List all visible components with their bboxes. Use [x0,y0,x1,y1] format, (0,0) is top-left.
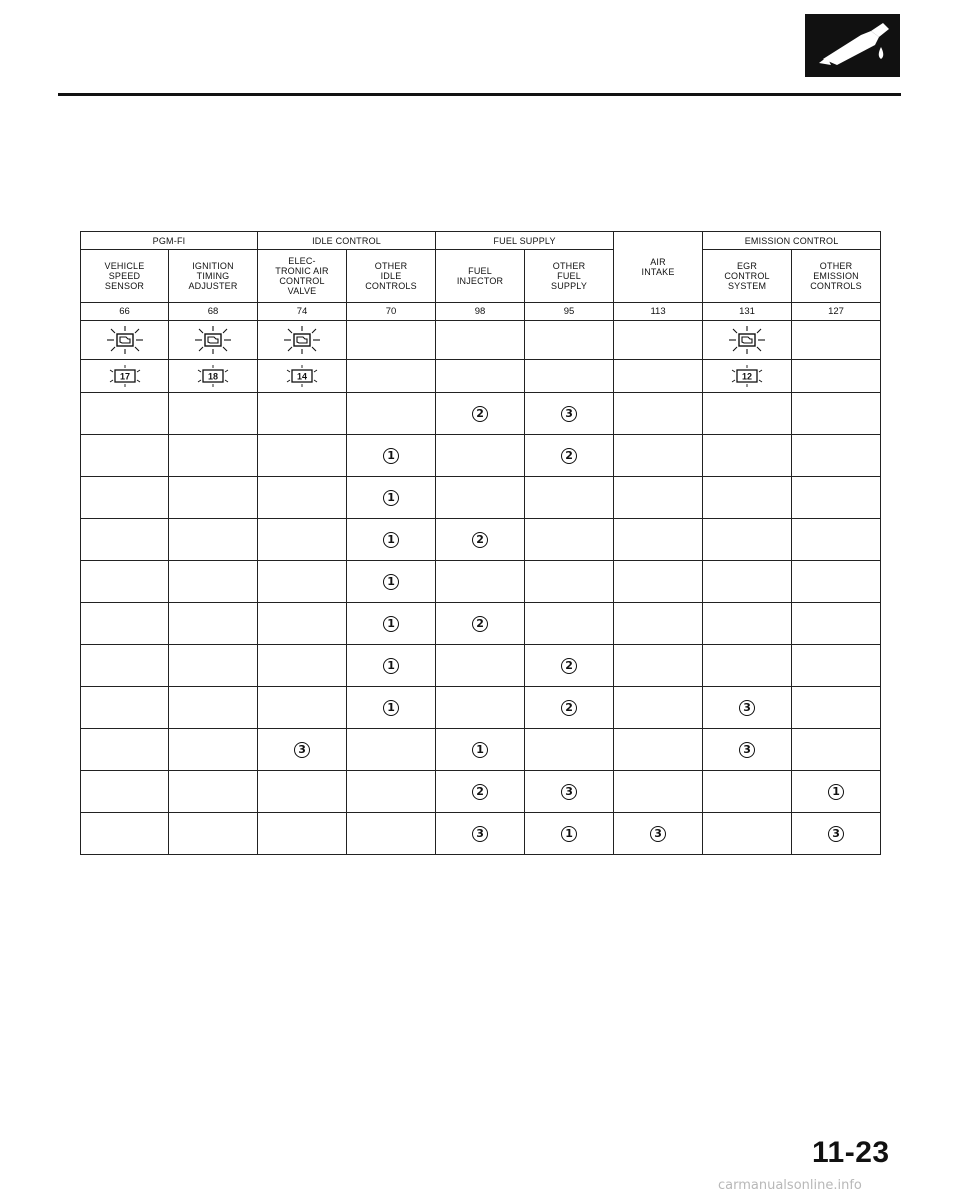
priority-number: 3 [739,700,755,716]
priority-cell [347,519,436,561]
priority-number: 1 [383,448,399,464]
priority-cell [347,561,436,603]
mil-indicator-cell [703,321,792,360]
priority-cell [614,645,703,687]
priority-cell [81,393,169,435]
priority-cell [258,687,347,729]
check-engine-icon [725,325,769,355]
priority-cell [525,519,614,561]
symptom-row [81,435,881,477]
priority-number: 2 [561,448,577,464]
priority-cell [614,687,703,729]
reference-page: 74 [258,303,347,321]
priority-cell [347,645,436,687]
priority-number: 1 [383,532,399,548]
priority-number: 1 [383,616,399,632]
symptom-row [81,687,881,729]
priority-cell [703,561,792,603]
priority-cell [436,603,525,645]
priority-cell [347,687,436,729]
priority-cell [703,477,792,519]
priority-cell [525,477,614,519]
priority-cell [436,393,525,435]
priority-cell [258,519,347,561]
symptom-row [81,393,881,435]
priority-cell [347,435,436,477]
priority-cell [614,603,703,645]
priority-cell [258,813,347,855]
priority-cell [169,729,258,771]
priority-cell [703,771,792,813]
mil-indicator-cell [525,321,614,360]
priority-number: 2 [561,700,577,716]
column-header: OTHER EMISSION CONTROLS [792,250,881,303]
column-header: VEHICLE SPEED SENSOR [81,250,169,303]
priority-cell [614,561,703,603]
priority-cell [792,645,881,687]
mil-indicator-cell [169,321,258,360]
fuel-nozzle-icon [805,14,900,77]
fault-code-number: 17 [119,371,130,382]
fault-code-cell [347,360,436,393]
priority-cell [169,477,258,519]
priority-cell [703,435,792,477]
priority-number: 3 [294,742,310,758]
priority-cell [436,477,525,519]
mil-indicator-cell [347,321,436,360]
priority-cell [703,687,792,729]
priority-cell [347,393,436,435]
watermark: carmanualsonline.info [718,1178,862,1193]
fault-code-number: 12 [742,371,753,382]
priority-number: 2 [561,658,577,674]
priority-number: 2 [472,532,488,548]
priority-number: 3 [739,742,755,758]
priority-cell [169,603,258,645]
priority-cell [436,519,525,561]
fault-code-cell [436,360,525,393]
mil-indicator-cell [614,321,703,360]
priority-cell [703,645,792,687]
priority-cell [525,771,614,813]
priority-cell [81,771,169,813]
priority-cell [792,729,881,771]
priority-cell [169,813,258,855]
fault-code-icon [727,364,767,388]
priority-cell [347,729,436,771]
priority-cell [703,393,792,435]
mil-indicator-cell [81,321,169,360]
priority-cell [436,561,525,603]
priority-cell [614,519,703,561]
check-engine-icon [280,325,324,355]
group-air-intake: AIR INTAKE [614,232,703,303]
priority-cell [169,435,258,477]
symptom-row [81,645,881,687]
troubleshooting-table [80,231,881,855]
priority-cell [792,393,881,435]
priority-number: 3 [472,826,488,842]
priority-cell [792,771,881,813]
column-header: FUEL INJECTOR [436,250,525,303]
priority-cell [169,771,258,813]
priority-number: 2 [472,616,488,632]
group-fuel-supply: FUEL SUPPLY [436,232,614,250]
page-number: 11-23 [812,1136,890,1169]
fault-code-cell [614,360,703,393]
priority-cell [436,813,525,855]
priority-number: 1 [561,826,577,842]
priority-cell [703,813,792,855]
reference-page: 127 [792,303,881,321]
priority-cell [436,435,525,477]
mil-indicator-cell [792,321,881,360]
fault-code-number: 14 [297,371,308,382]
priority-number: 1 [383,574,399,590]
priority-cell [81,813,169,855]
priority-cell [258,645,347,687]
priority-cell [436,729,525,771]
priority-cell [258,561,347,603]
reference-page: 68 [169,303,258,321]
priority-cell [525,393,614,435]
priority-number: 1 [472,742,488,758]
priority-number: 1 [383,700,399,716]
symptom-row [81,561,881,603]
symptom-row [81,477,881,519]
priority-number: 1 [383,490,399,506]
priority-number: 3 [561,406,577,422]
priority-cell [792,477,881,519]
priority-cell [169,519,258,561]
priority-cell [258,393,347,435]
priority-cell [792,603,881,645]
priority-cell [258,729,347,771]
priority-cell [169,687,258,729]
column-header: OTHER IDLE CONTROLS [347,250,436,303]
priority-cell [169,393,258,435]
fault-code-cell [258,360,347,393]
priority-cell [703,603,792,645]
priority-cell [614,393,703,435]
column-header: OTHER FUEL SUPPLY [525,250,614,303]
priority-number: 3 [650,826,666,842]
column-header: EGR CONTROL SYSTEM [703,250,792,303]
reference-page: 98 [436,303,525,321]
column-header: ELEC- TRONIC AIR CONTROL VALVE [258,250,347,303]
priority-cell [81,435,169,477]
priority-cell [258,603,347,645]
check-engine-icon [103,325,147,355]
priority-cell [614,813,703,855]
priority-number: 1 [383,658,399,674]
priority-cell [347,603,436,645]
priority-cell [614,435,703,477]
symptom-row [81,813,881,855]
symptom-row [81,519,881,561]
priority-cell [792,519,881,561]
fault-code-cell [703,360,792,393]
priority-cell [792,435,881,477]
priority-cell [792,561,881,603]
priority-cell [525,729,614,771]
fault-code-icon [105,364,145,388]
priority-cell [614,477,703,519]
priority-cell [525,561,614,603]
fault-code-cell [81,360,169,393]
priority-cell [81,561,169,603]
priority-cell [81,519,169,561]
priority-cell [81,687,169,729]
reference-page: 113 [614,303,703,321]
priority-cell [169,645,258,687]
priority-cell [436,771,525,813]
fault-code-cell [169,360,258,393]
symptom-row [81,729,881,771]
priority-cell [81,603,169,645]
priority-cell [347,771,436,813]
priority-cell [258,771,347,813]
fault-code-icon [193,364,233,388]
priority-number: 3 [561,784,577,800]
fault-code-cell [525,360,614,393]
priority-cell [525,687,614,729]
group-emission-control: EMISSION CONTROL [703,232,881,250]
reference-page: 131 [703,303,792,321]
priority-cell [792,813,881,855]
mil-indicator-cell [258,321,347,360]
fault-code-number: 18 [207,371,219,382]
reference-page: 95 [525,303,614,321]
fault-code-cell [792,360,881,393]
priority-cell [525,813,614,855]
column-header: IGNITION TIMING ADJUSTER [169,250,258,303]
group-pgm-fi: PGM-FI [81,232,258,250]
priority-cell [525,645,614,687]
priority-cell [614,729,703,771]
priority-number: 2 [472,784,488,800]
header-rule [58,93,901,96]
group-idle-control: IDLE CONTROL [258,232,436,250]
priority-cell [81,477,169,519]
priority-cell [81,645,169,687]
reference-page: 66 [81,303,169,321]
fault-code-icon [282,364,322,388]
symptom-row [81,771,881,813]
reference-page: 70 [347,303,436,321]
priority-cell [792,687,881,729]
priority-cell [436,687,525,729]
priority-cell [81,729,169,771]
priority-cell [258,435,347,477]
mil-indicator-cell [436,321,525,360]
priority-cell [703,729,792,771]
priority-cell [525,435,614,477]
priority-cell [347,813,436,855]
priority-cell [347,477,436,519]
priority-number: 2 [472,406,488,422]
check-engine-icon [191,325,235,355]
symptom-row [81,603,881,645]
priority-number: 3 [828,826,844,842]
priority-cell [436,645,525,687]
priority-cell [525,603,614,645]
priority-cell [614,771,703,813]
priority-cell [169,561,258,603]
priority-cell [258,477,347,519]
priority-cell [703,519,792,561]
priority-number: 1 [828,784,844,800]
